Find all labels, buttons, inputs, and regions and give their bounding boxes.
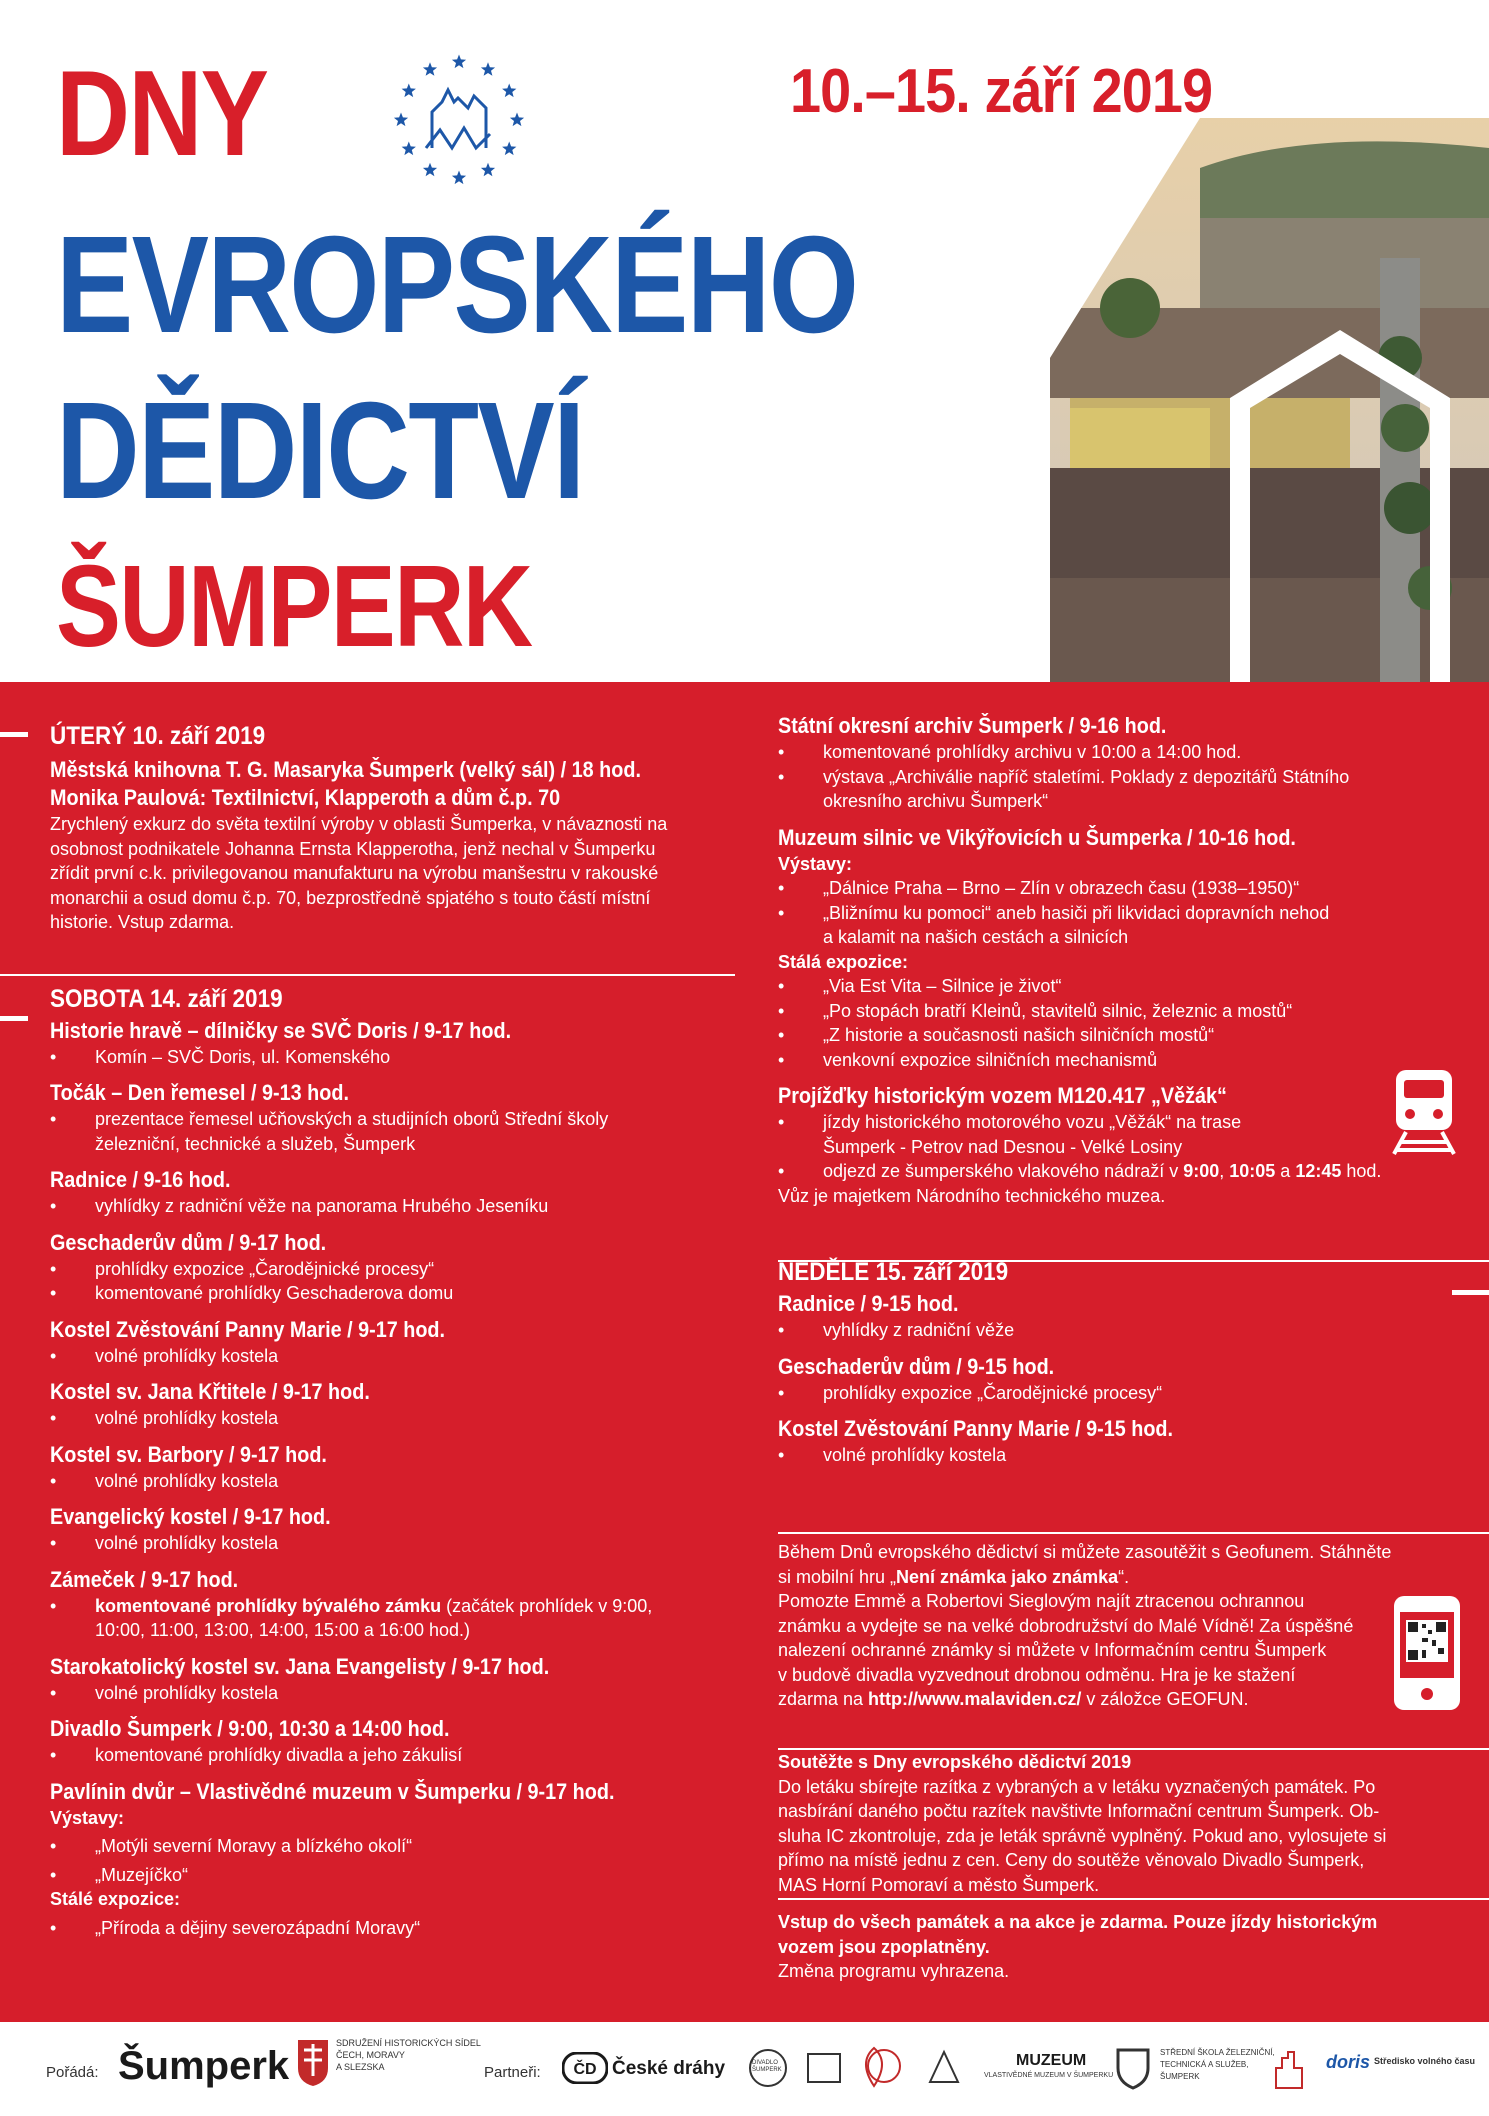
organizer-label: Pořádá: xyxy=(46,2064,99,2081)
star-mark xyxy=(402,84,416,98)
event-bullet: • vyhlídky z radniční věže na panorama Hrubého Jeseníku xyxy=(50,1194,750,1219)
event-bullet: • volné prohlídky kostela xyxy=(50,1531,750,1556)
event-title: Kostel sv. Barbory / 9-17 hod. xyxy=(50,1441,327,1467)
sumperk-logo: Šumperk xyxy=(118,2044,290,2088)
geofun-line: Během Dnů evropského dědictví si můžete zasoutěžit s Geofunem. Stáhněte xyxy=(778,1542,1392,1562)
event-bullet: • venkovní expozice silničních mechanismů xyxy=(778,1048,1468,1073)
star-mark xyxy=(452,55,466,69)
program-section xyxy=(0,682,1489,2022)
event-bullet: • „Via Est Vita – Silnice je život“ xyxy=(778,974,1468,999)
sep-1: , xyxy=(1219,1161,1230,1181)
footer xyxy=(0,2022,1489,2116)
event-bullet: • komentované prohlídky archivu v 10:00 a 14:00 hod. xyxy=(778,740,1468,765)
event-bullet: • „Po stopách bratří Kleinů, stavitelů silnic, železnic a mostů“ xyxy=(778,999,1468,1024)
geofun-line: Pomozte Emmě a Robertovi Sieglovým najít ztracenou ochrannou xyxy=(778,1591,1305,1611)
train-note: Vůz je majetkem Národního technického muzea. xyxy=(778,1185,1166,1206)
event-bullet: • komentované prohlídky Geschaderova domu xyxy=(50,1281,750,1306)
permanent-label: Stálé expozice: xyxy=(50,1889,181,1909)
partner-logo-icon xyxy=(806,2050,842,2086)
event-title: Zámeček / 9-17 hod. xyxy=(50,1566,239,1592)
event-bullet-cont: Šumperk - Petrov nad Desnou - Velké Losiny xyxy=(823,1136,1183,1157)
right-column xyxy=(778,712,1468,1468)
header-area xyxy=(0,0,1489,682)
change-note: Změna programu vyhrazena. xyxy=(778,1961,1010,1981)
star-mark xyxy=(481,62,495,76)
star-mark xyxy=(423,62,437,76)
skola-line: STŘEDNÍ ŠKOLA ŽELEZNIČNÍ, xyxy=(1160,2048,1275,2057)
star-mark xyxy=(394,113,408,127)
event-title: Geschaderův dům / 9-17 hod. xyxy=(50,1229,327,1255)
exhibitions-label: Výstavy: xyxy=(50,1807,125,1828)
event-bullet: • výstava „Archiválie napříč staletími. Poklady z depozitářů Státního xyxy=(778,765,1468,790)
event-bullet: • „Z historie a současnosti našich silničních mostů“ xyxy=(778,1023,1468,1048)
left-dash-2 xyxy=(0,1016,28,1021)
geofun-line: známku a vydejte se na velké dobrodružství do Malé Vídně! Za úspěšné xyxy=(778,1615,1354,1636)
event-bullet: • volné prohlídky kostela xyxy=(50,1469,750,1494)
geofun-line xyxy=(778,1565,1478,1590)
tuesday-heading: ÚTERÝ 10. září 2019 xyxy=(50,722,266,750)
shs-line: SDRUŽENÍ HISTORICKÝCH SÍDEL xyxy=(336,2038,481,2048)
event-bullet-cont: železniční, technické a služeb, Šumperk xyxy=(95,1133,416,1154)
svc-logo-text: Středisko volného času xyxy=(1374,2056,1476,2066)
muzeum-title: Muzeum silnic ve Vikýřovicích u Šumperka / 10-16 hod. xyxy=(778,824,1296,850)
cd-logo-text: České dráhy xyxy=(612,2058,726,2079)
star-mark xyxy=(423,163,437,177)
shs-line: ČECH, MORAVY xyxy=(336,2050,405,2060)
tuesday-desc-2: osobnost podnikatele Johanna Ernsta Klapperotha, jenž nechal v Šumperku xyxy=(50,838,656,859)
contest-line: přímo na místě jednu z cen. Ceny do soutěže věnovalo Divadlo Šumperk, xyxy=(778,1850,1365,1870)
title-dny: DNY xyxy=(56,45,268,181)
geofun-line: v budově divadla vyzvednout drobnou odměnu. Hra je ke stažení xyxy=(778,1664,1296,1685)
zamecek-bold: komentované prohlídky bývalého zámku xyxy=(95,1595,442,1616)
crest-icon xyxy=(296,2036,330,2088)
event-bullet: • „Příroda a dějiny severozápadní Moravy“ xyxy=(50,1916,750,1941)
event-bullet: • jízdy historického motorového vozu „Věžák“ na trase xyxy=(778,1110,1468,1135)
doris-logo-text: doris xyxy=(1326,2052,1371,2072)
star-mark xyxy=(481,163,495,177)
contest-line: nasbírání daného počtu razítek navštivte Informační centrum Šumperk. Ob- xyxy=(778,1801,1380,1821)
event-title: Kostel Zvěstování Panny Marie / 9-17 hod. xyxy=(50,1316,446,1342)
event-bullet xyxy=(778,1159,1468,1184)
sunday-heading: NEDĚLE 15. září 2019 xyxy=(778,1258,1009,1286)
event-bullet-cont: a kalamit na našich cestách a silnicích xyxy=(823,927,1129,947)
contest-line: MAS Horní Pomoraví a město Šumperk. xyxy=(778,1874,1100,1895)
event-bullet: • „Dálnice Praha – Brno – Zlín v obrazech času (1938–1950)“ xyxy=(778,876,1468,901)
geofun-game-name: Není známka jako známka xyxy=(896,1566,1119,1587)
event-bullet: • „Bližnímu ku pomoci“ aneb hasiči při likvidaci dopravních nehod xyxy=(778,901,1468,926)
tuesday-desc-1: Zrychlený exkurz do světa textilní výroby v oblasti Šumperka, v návaznosti na xyxy=(50,814,668,834)
skola-line: TECHNICKÁ A SLUŽEB, xyxy=(1160,2060,1249,2069)
muzeum-logo-text: MUZEUM xyxy=(1016,2052,1087,2069)
partners-label: Partneři: xyxy=(484,2064,541,2081)
train-icon xyxy=(1388,1066,1460,1156)
exhibitions-label: Výstavy: xyxy=(778,853,853,874)
event-bullet: • volné prohlídky kostela xyxy=(50,1681,750,1706)
event-title: Kostel Zvěstování Panny Marie / 9-15 hod. xyxy=(778,1416,1174,1441)
time-1: 9:00 xyxy=(1183,1161,1220,1181)
shield-icon xyxy=(1114,2044,1152,2090)
event-bullet xyxy=(50,1594,750,1619)
star-mark xyxy=(452,171,466,185)
geofun-line: nalezení ochranné známky si můžete v Informačním centru Šumperk xyxy=(778,1640,1327,1660)
train-departure-text: odjezd ze šumperského vlakového nádraží v xyxy=(823,1161,1184,1181)
event-bullet-cont: 10:00, 11:00, 13:00, 14:00, 15:00 a 16:00 hod.) xyxy=(95,1620,470,1640)
tuesday-desc-3: zřídit první c.k. privilegovanou manufakturu na výrobu manšestru v rakouské xyxy=(50,863,659,883)
event-date: 10.–15. září 2019 xyxy=(790,57,1213,126)
phone-qr-icon xyxy=(1392,1594,1462,1712)
title-sumperk: ŠUMPERK xyxy=(56,541,532,671)
event-bullet: • komentované prohlídky divadla a jeho zákulisí xyxy=(50,1743,750,1768)
star-mark xyxy=(402,142,416,156)
star-mark xyxy=(510,113,524,127)
contest-line: Do letáku sbírejte razítka z vybraných a v letáku vyznačených památek. Po xyxy=(778,1776,1376,1797)
zamecek-rest: (začátek prohlídek v 9:00, xyxy=(441,1595,653,1616)
town-aerial-photo xyxy=(1050,108,1489,682)
event-bullet: • „Muzejíčko“ xyxy=(50,1863,750,1888)
geofun-link[interactable]: http://www.malaviden.cz/ xyxy=(868,1689,1082,1709)
free-entry-note: vozem jsou zpoplatněny. xyxy=(778,1936,990,1957)
left-dash xyxy=(0,732,28,737)
event-bullet: • vyhlídky z radniční věže xyxy=(778,1318,1468,1343)
event-bullet: • volné prohlídky kostela xyxy=(50,1344,750,1369)
geofun-text: si mobilní hru „ xyxy=(778,1566,897,1587)
cd-logo-icon xyxy=(562,2052,608,2084)
divadlo-logo-text: DIVADLO ŠUMPERK xyxy=(752,2060,782,2073)
event-bullet: • Komín – SVČ Doris, ul. Komenského xyxy=(50,1045,750,1070)
train-title: Projížďky historickým vozem M120.417 „Věžák“ xyxy=(778,1083,1227,1108)
event-title: Pavlínin dvůr – Vlastivědné muzeum v Šumperku / 9-17 hod. xyxy=(50,1778,615,1804)
title-dedictvi: DĚDICTVÍ xyxy=(56,374,584,528)
event-title: Točák – Den řemesel / 9-13 hod. xyxy=(50,1080,349,1105)
geofun-text: v záložce GEOFUN. xyxy=(1081,1689,1249,1709)
event-bullet: • „Motýli severní Moravy a blízkého okolí“ xyxy=(50,1834,750,1859)
event-bullet: • prohlídky expozice „Čarodějnické procesy“ xyxy=(50,1257,750,1282)
contest-line: sluha IC zkontroluje, zda je leták správně vyplněný. Pokud ano, vylosujete si xyxy=(778,1825,1387,1846)
star-mark xyxy=(502,142,516,156)
muzeum-logo-caption: VLASTIVĚDNÉ MUZEUM V ŠUMPERKU xyxy=(984,2072,1114,2079)
contest-title: Soutěžte s Dny evropského dědictví 2019 xyxy=(778,1752,1132,1772)
event-title: Evangelický kostel / 9-17 hod. xyxy=(50,1504,331,1529)
event-title: Divadlo Šumperk / 9:00, 10:30 a 14:00 hod. xyxy=(50,1716,450,1741)
star-mark xyxy=(502,84,516,98)
time-3: 12:45 xyxy=(1295,1161,1342,1181)
geofun-line xyxy=(778,1687,1478,1712)
partner-logo-icon xyxy=(864,2044,904,2090)
partner-logo-icon xyxy=(1272,2048,1306,2090)
saturday-heading: SOBOTA 14. září 2019 xyxy=(50,984,283,1013)
event-bullet: • prezentace řemesel učňovských a studijních oborů Střední školy xyxy=(50,1107,750,1132)
event-bullet: • volné prohlídky kostela xyxy=(50,1406,750,1431)
final-note-block xyxy=(778,1910,1478,1984)
eu-stars-logo xyxy=(386,50,532,190)
archiv-title: Státní okresní archiv Šumperk / 9-16 hod. xyxy=(778,713,1167,738)
free-entry-note: Vstup do všech památek a na akce je zdarma. Pouze jízdy historickým xyxy=(778,1912,1378,1932)
sep-2: a xyxy=(1275,1161,1296,1181)
geofun-text: “. xyxy=(1118,1566,1130,1587)
partner-logo-icon xyxy=(924,2046,964,2088)
tuesday-talk: Monika Paulová: Textilnictví, Klapperoth a dům č.p. 70 xyxy=(50,785,561,810)
event-title: Kostel sv. Jana Křtitele / 9-17 hod. xyxy=(50,1379,370,1404)
sep-3: hod. xyxy=(1341,1161,1382,1181)
svg-text:ČD: ČD xyxy=(573,2061,597,2078)
event-title: Starokatolický kostel sv. Jana Evangelisty / 9-17 hod. xyxy=(50,1653,550,1679)
skola-line: ŠUMPERK xyxy=(1160,2072,1200,2081)
event-bullet: • prohlídky expozice „Čarodějnické procesy“ xyxy=(778,1381,1468,1406)
contest-block xyxy=(778,1750,1478,1897)
event-bullet: • volné prohlídky kostela xyxy=(778,1443,1468,1468)
event-title: Radnice / 9-16 hod. xyxy=(50,1167,231,1192)
geofun-block xyxy=(778,1540,1478,1712)
tuesday-venue: Městská knihovna T. G. Masaryka Šumperk (velký sál) / 18 hod. xyxy=(50,757,641,782)
right-rule-4 xyxy=(778,1898,1489,1900)
event-title: Radnice / 9-15 hod. xyxy=(778,1291,959,1316)
permanent-label: Stálá expozice: xyxy=(778,951,909,972)
title-evropskeho: EVROPSKÉHO xyxy=(56,208,858,362)
tuesday-desc-4: monarchii a osud domu č.p. 70, bezprostředně spjatého s touto částí místní xyxy=(50,887,651,908)
geofun-text: zdarma na xyxy=(778,1689,869,1709)
event-title: Historie hravě – dílničky se SVČ Doris / 9-17 hod. xyxy=(50,1017,512,1043)
tuesday-desc-5: historie. Vstup zdarma. xyxy=(50,912,235,932)
event-bullet-cont: okresního archivu Šumperk“ xyxy=(823,791,1049,811)
left-column xyxy=(50,720,750,1940)
time-2: 10:05 xyxy=(1229,1161,1276,1181)
shs-line: A SLEZSKA xyxy=(336,2062,385,2072)
right-rule-2 xyxy=(778,1532,1489,1534)
event-title: Geschaderův dům / 9-15 hod. xyxy=(778,1353,1055,1379)
